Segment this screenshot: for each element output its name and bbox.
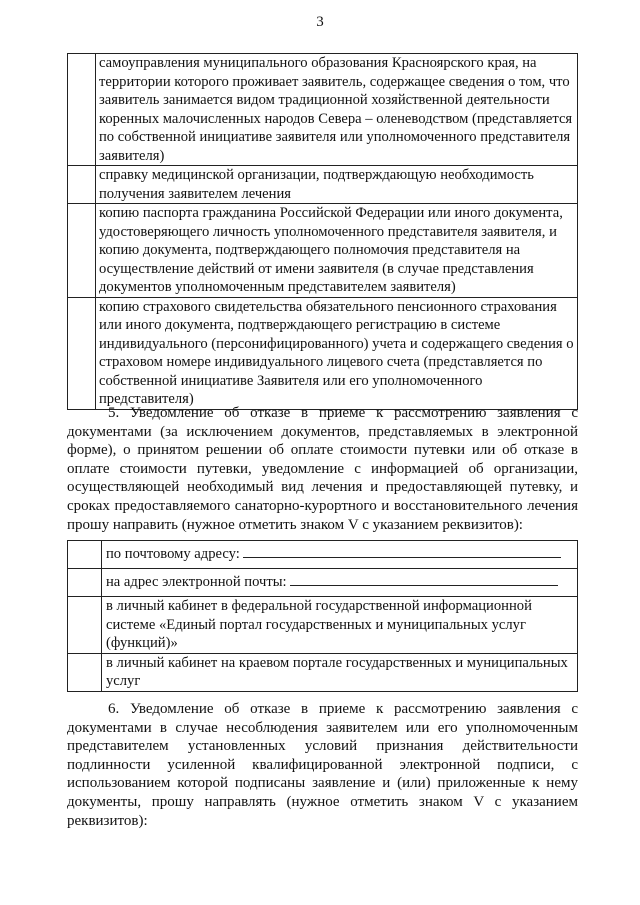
page-number: 3 <box>316 14 324 30</box>
paragraph-6: 6. Уведомление об отказе в приеме к рассмотрению заявления с документами в случае несоблюдения заявителем или его уполномоченным представителем установленных условий признания действительности подлинности усиленной квалифицированной электронной подписи, с использованием которой подписаны заявление и (или) приложенные к нему документы, прошу направлять (нужное отметить знаком V с указанием реквизитов): <box>67 701 578 829</box>
delivery-option <box>102 541 578 569</box>
table-row <box>68 569 578 597</box>
postal-address-field[interactable] <box>243 545 561 558</box>
delivery-option-label: на адрес электронной почты: <box>106 574 287 590</box>
table-row <box>68 297 578 409</box>
delivery-option: в личный кабинет в федеральной государственной информационной системе «Единый портал государственных и муниципальных услуг (функций)» <box>102 597 578 654</box>
table-row <box>68 541 578 569</box>
checkbox-cell[interactable] <box>68 297 96 409</box>
table-row <box>68 597 578 654</box>
checkbox-cell[interactable] <box>68 54 96 166</box>
checkbox-cell[interactable] <box>68 204 96 298</box>
delivery-option: в личный кабинет на краевом портале государственных и муниципальных услуг <box>102 653 578 691</box>
table-row <box>68 166 578 204</box>
delivery-option <box>102 569 578 597</box>
paragraph-5: 5. Уведомление об отказе в приеме к рассмотрению заявления с документами (за исключением документов, представляемых в электронной форме), о принятом решении об оплате стоимости путевки или об отказе в оплате стоимости путевки, уведомление с информацией об организации, осуществляющей необходимый вид лечения и предоставляющей путевку, и сроках предоставляемого санаторно-курортного и восстановительного лечения прошу направить (нужное отметить знаком V с указанием реквизитов): <box>67 405 578 533</box>
document-text: справку медицинской организации, подтверждающую необходимость получения заявителем лечения <box>96 166 578 204</box>
email-field[interactable] <box>290 573 558 586</box>
checkbox-cell[interactable] <box>68 569 102 597</box>
checkbox-cell[interactable] <box>68 166 96 204</box>
documents-table <box>67 53 578 410</box>
document-text: самоуправления муниципального образования Красноярского края, на территории которого проживает заявитель, содержащее сведения о том, что заявитель занимается видом традиционной хозяйственной деятельности коренных малочисленных народов Севера – оленеводством (представляется по собственной инициативе заявителя или уполномоченного представителя заявителя) <box>96 54 578 166</box>
delivery-option-label: по почтовому адресу: <box>106 546 240 562</box>
document-text: копию страхового свидетельства обязательного пенсионного страхования или иного документа, подтверждающего регистрацию в системе индивидуального (персонифицированного) учета и содержащего сведения о страховом номере индивидуального лицевого счета (представляется по собственной инициативе Заявителя или его уполномоченного представителя) <box>96 297 578 409</box>
table-row <box>68 204 578 298</box>
checkbox-cell[interactable] <box>68 541 102 569</box>
delivery-method-table <box>67 540 578 692</box>
table-row <box>68 653 578 691</box>
table-row <box>68 54 578 166</box>
document-text: копию паспорта гражданина Российской Федерации или иного документа, удостоверяющего личность уполномоченного представителя заявителя, и копию документа, подтверждающего полномочия представителя на осуществление действий от имени заявителя (в случае представления документов уполномоченным представителем заявителя) <box>96 204 578 298</box>
checkbox-cell[interactable] <box>68 597 102 654</box>
checkbox-cell[interactable] <box>68 653 102 691</box>
